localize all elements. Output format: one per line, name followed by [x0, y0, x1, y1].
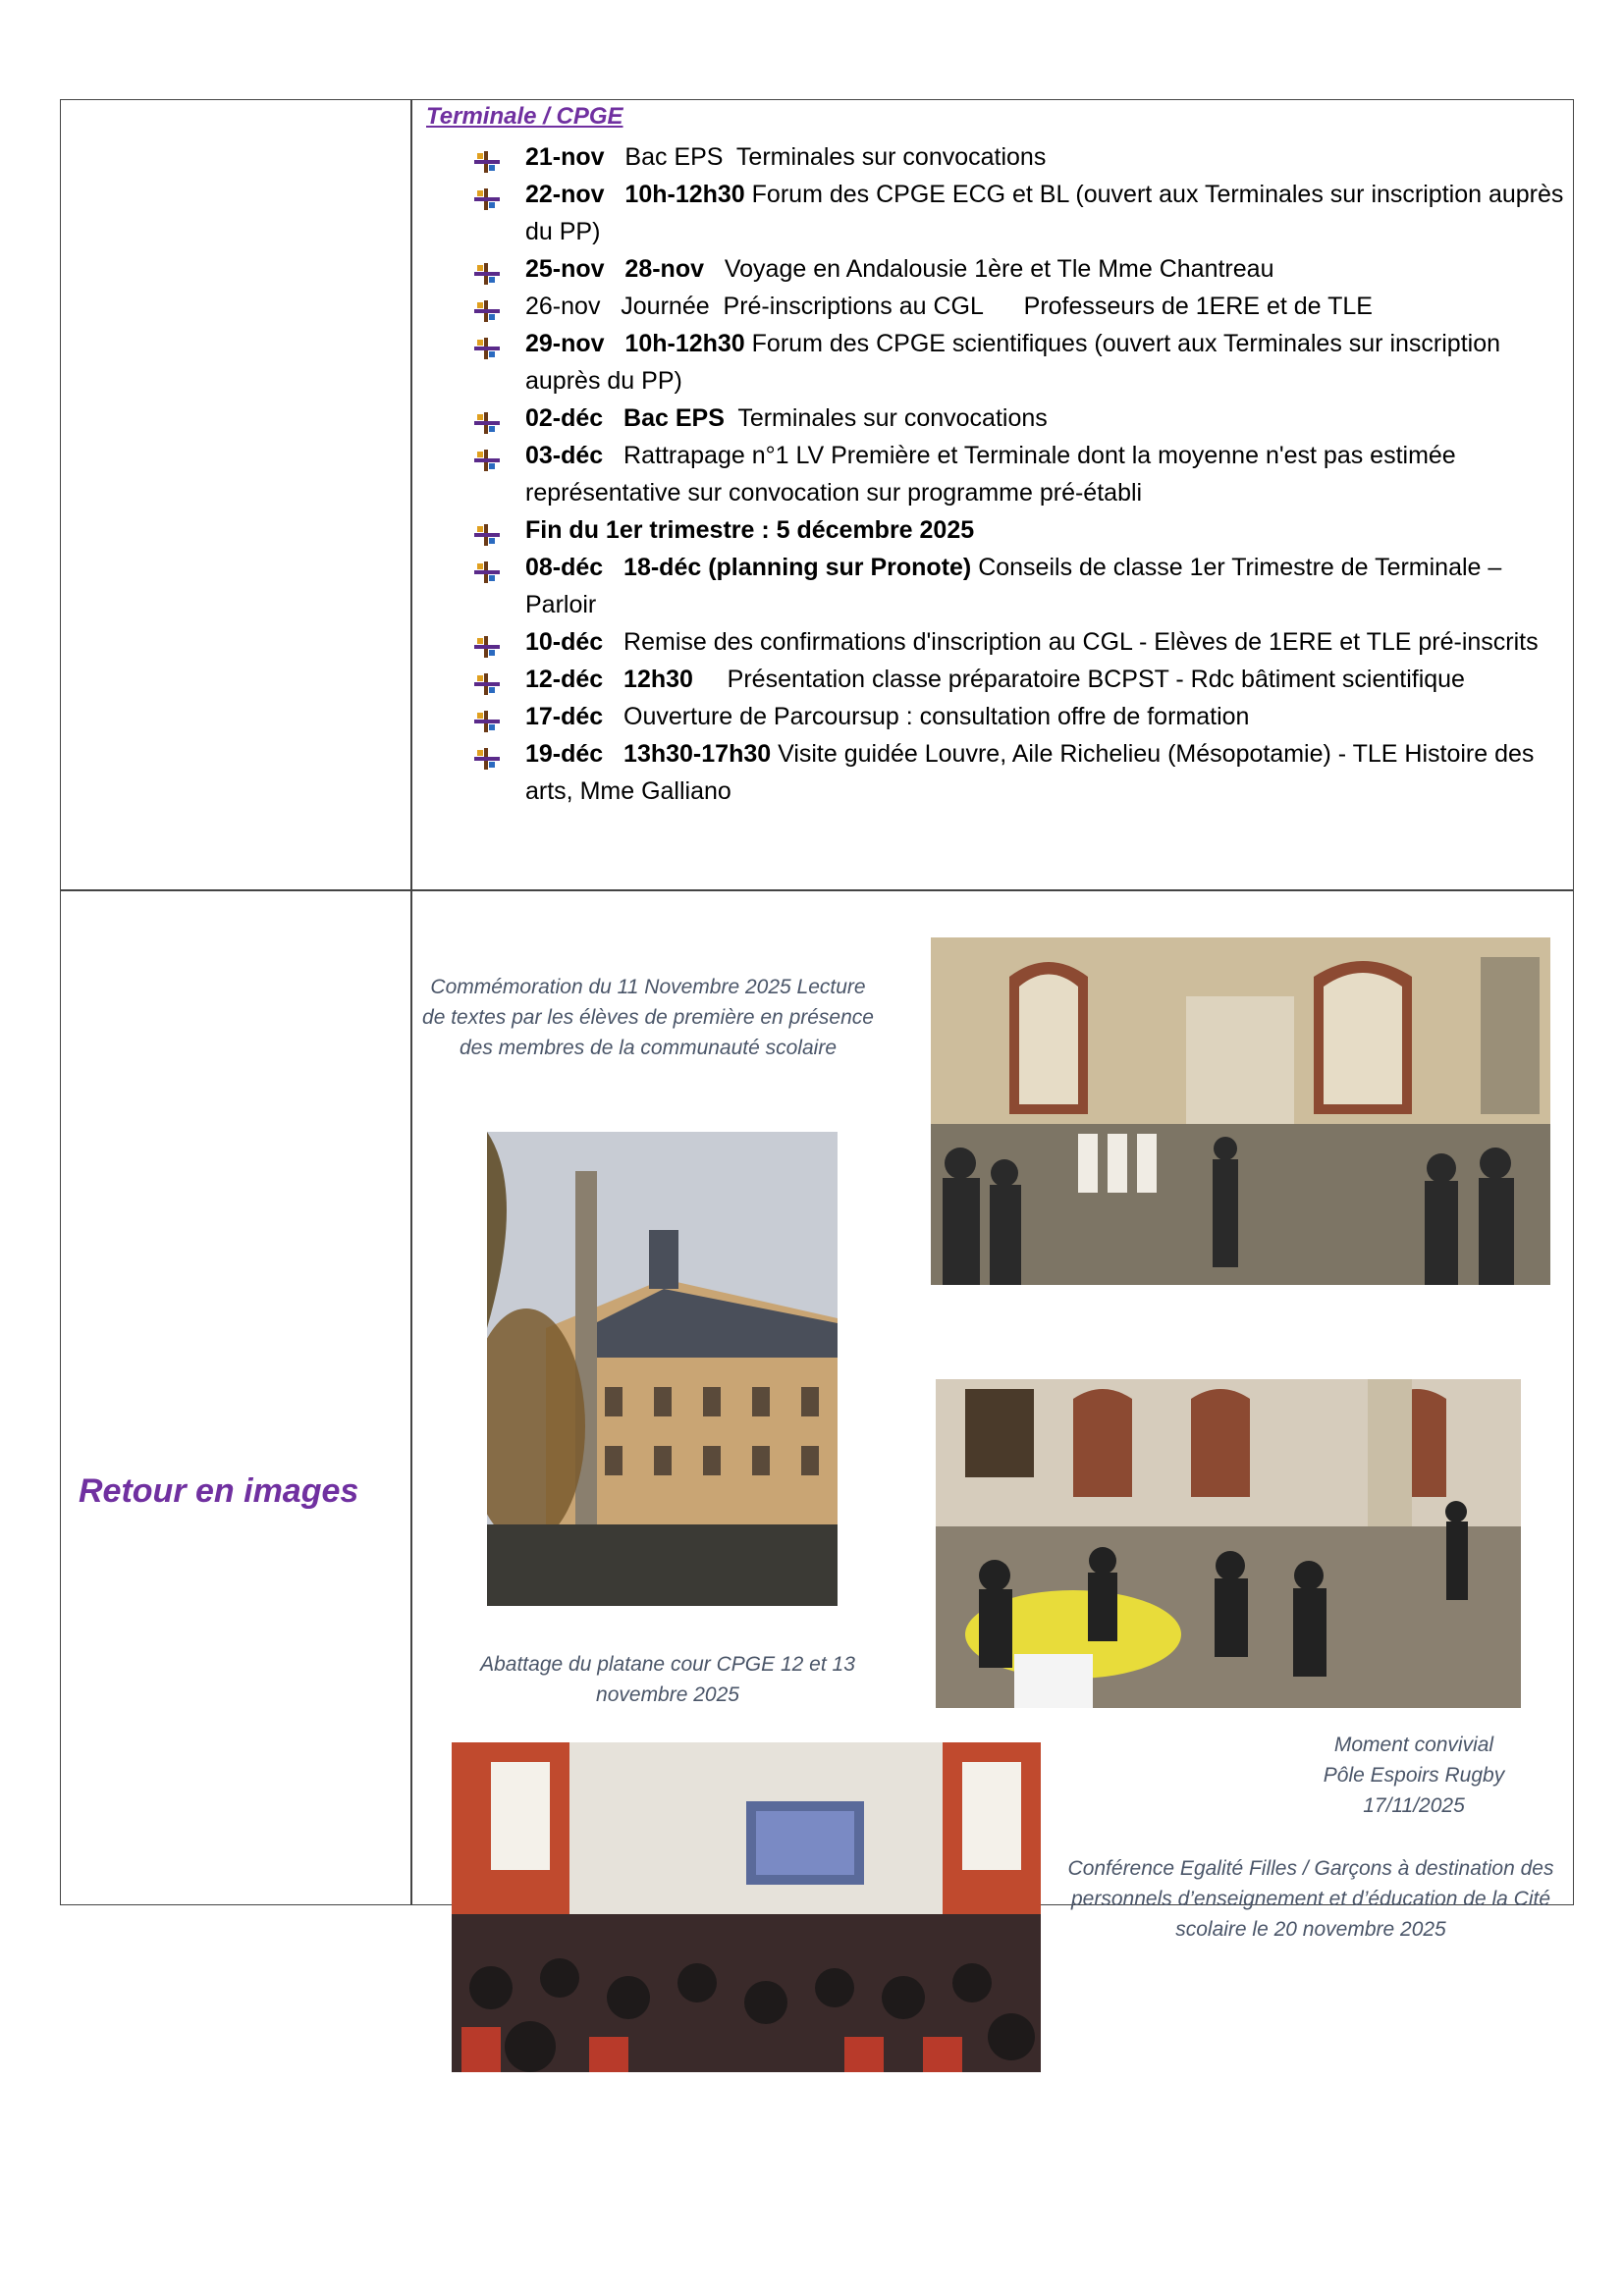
- event-item-8: [525, 511, 1566, 549]
- bullet-icon-shape: [474, 673, 500, 695]
- section-title-terminale-cpge: Terminale / CPGE: [426, 103, 623, 130]
- event-text-run: 25-nov 28-nov: [525, 255, 704, 283]
- bullet-icon: [474, 519, 500, 541]
- bullet-icon: [474, 146, 500, 168]
- caption-platane: Abattage du platane cour CPGE 12 et 13 novembre 2025: [480, 1653, 855, 1706]
- event-item-1: [525, 138, 1566, 176]
- bullet-icon-shape: [474, 263, 500, 285]
- event-text-run: Rattrapage n°1 LV Première et Terminale dont la moyenne n'est pas estimée représentative sur convocation sur programme pré-établi: [525, 442, 1463, 507]
- caption-rugby-line-2: Pôle Espoirs Rugby: [1323, 1764, 1505, 1787]
- bullet-icon-shape: [474, 300, 500, 322]
- event-text-run: 17-déc: [525, 703, 604, 730]
- event-item-6: [525, 400, 1566, 437]
- event-text-run: 03-déc: [525, 442, 604, 469]
- event-text-run: 08-déc 18-déc (planning sur Pronote): [525, 554, 972, 581]
- bullet-icon-shape: [474, 338, 500, 359]
- table-row-divider: [60, 889, 1574, 891]
- event-text-run: Visite guidée Louvre, Aile Richelieu (Mésopotamie) - TLE Histoire des arts, Mme Galliano: [525, 740, 1542, 805]
- bullet-icon: [474, 407, 500, 429]
- event-item-5: [525, 325, 1566, 400]
- event-item-9: [525, 549, 1566, 623]
- bullet-icon-shape: [474, 636, 500, 658]
- bullet-icon: [474, 445, 500, 466]
- photo-platane: [487, 1132, 838, 1606]
- bullet-icon: [474, 184, 500, 205]
- event-item-4: [525, 288, 1566, 325]
- bullet-icon: [474, 258, 500, 280]
- bullet-icon: [474, 743, 500, 765]
- photo-conference: [452, 1742, 1041, 2072]
- event-text-run: Fin du 1er trimestre : 5 décembre 2025: [525, 516, 975, 544]
- event-item-2: [525, 176, 1571, 250]
- photo-rugby: [936, 1379, 1521, 1708]
- event-item-13: [525, 735, 1566, 810]
- bullet-icon-shape: [474, 151, 500, 173]
- bullet-icon: [474, 631, 500, 653]
- event-item-12: [525, 698, 1566, 735]
- event-item-10: [525, 623, 1566, 661]
- event-text-run: Voyage en Andalousie 1ère et Tle Mme Chantreau: [704, 255, 1274, 283]
- bullet-icon-shape: [474, 561, 500, 583]
- bullet-icon-shape: [474, 412, 500, 434]
- caption-conference: Conférence Egalité Filles / Garçons à destination des personnels d’enseignement et d’éducation de la Cité scolaire le 20 novembre 2025: [1067, 1857, 1554, 1941]
- caption-rugby-line-1: Moment convivial: [1333, 1734, 1494, 1756]
- event-item-11: [525, 661, 1566, 698]
- photo-commemoration: [931, 937, 1550, 1285]
- event-text-run: Bac EPS Terminales sur convocations: [604, 143, 1047, 171]
- event-text-run: 26-nov Journée Pré-inscriptions au CGL Professeurs de 1ERE et de TLE: [525, 293, 1373, 320]
- event-text-run: 22-nov 10h-12h30: [525, 181, 745, 208]
- event-text-run: Conseils de classe 1er Trimestre de Terminale – Parloir: [525, 554, 1509, 618]
- event-text-run: Remise des confirmations d'inscription au CGL - Elèves de 1ERE et TLE pré-inscrits: [603, 628, 1539, 656]
- event-text-run: 29-nov 10h-12h30: [525, 330, 745, 357]
- bullet-icon-shape: [474, 524, 500, 546]
- event-text-run: 19-déc 13h30-17h30: [525, 740, 772, 768]
- event-text-run: Forum des CPGE ECG et BL (ouvert aux Terminales sur inscription auprès du PP): [525, 181, 1571, 245]
- bullet-icon-shape: [474, 450, 500, 471]
- caption-rugby: [1267, 1730, 1561, 1821]
- event-text-run: Présentation classe préparatoire BCPST - Rdc bâtiment scientifique: [692, 666, 1465, 693]
- event-text-run: Forum des CPGE scientifiques (ouvert aux Terminales sur inscription auprès du PP): [525, 330, 1507, 395]
- event-text-run: 21-nov: [525, 143, 605, 171]
- event-text-run: 12-déc 12h30: [525, 666, 693, 693]
- caption-commemoration: Commémoration du 11 Novembre 2025 Lecture de textes par les élèves de première en présence des membres de la communauté scolaire: [422, 976, 874, 1059]
- bullet-icon: [474, 557, 500, 578]
- bullet-icon-shape: [474, 188, 500, 210]
- bullet-icon-shape: [474, 711, 500, 732]
- section-label-retour-en-images: Retour en images: [79, 1472, 359, 1510]
- event-text-run: Ouverture de Parcoursup : consultation offre de formation: [603, 703, 1250, 730]
- bullet-icon: [474, 333, 500, 354]
- bullet-icon: [474, 706, 500, 727]
- bullet-icon-shape: [474, 748, 500, 770]
- event-item-3: [525, 250, 1566, 288]
- event-text-run: 02-déc Bac EPS: [525, 404, 725, 432]
- event-text-run: Terminales sur convocations: [724, 404, 1048, 432]
- table-column-divider: [410, 99, 412, 1905]
- event-text-run: 10-déc: [525, 628, 604, 656]
- bullet-icon: [474, 668, 500, 690]
- caption-rugby-line-3: 17/11/2025: [1363, 1794, 1465, 1817]
- event-item-7: [525, 437, 1566, 511]
- bullet-icon: [474, 295, 500, 317]
